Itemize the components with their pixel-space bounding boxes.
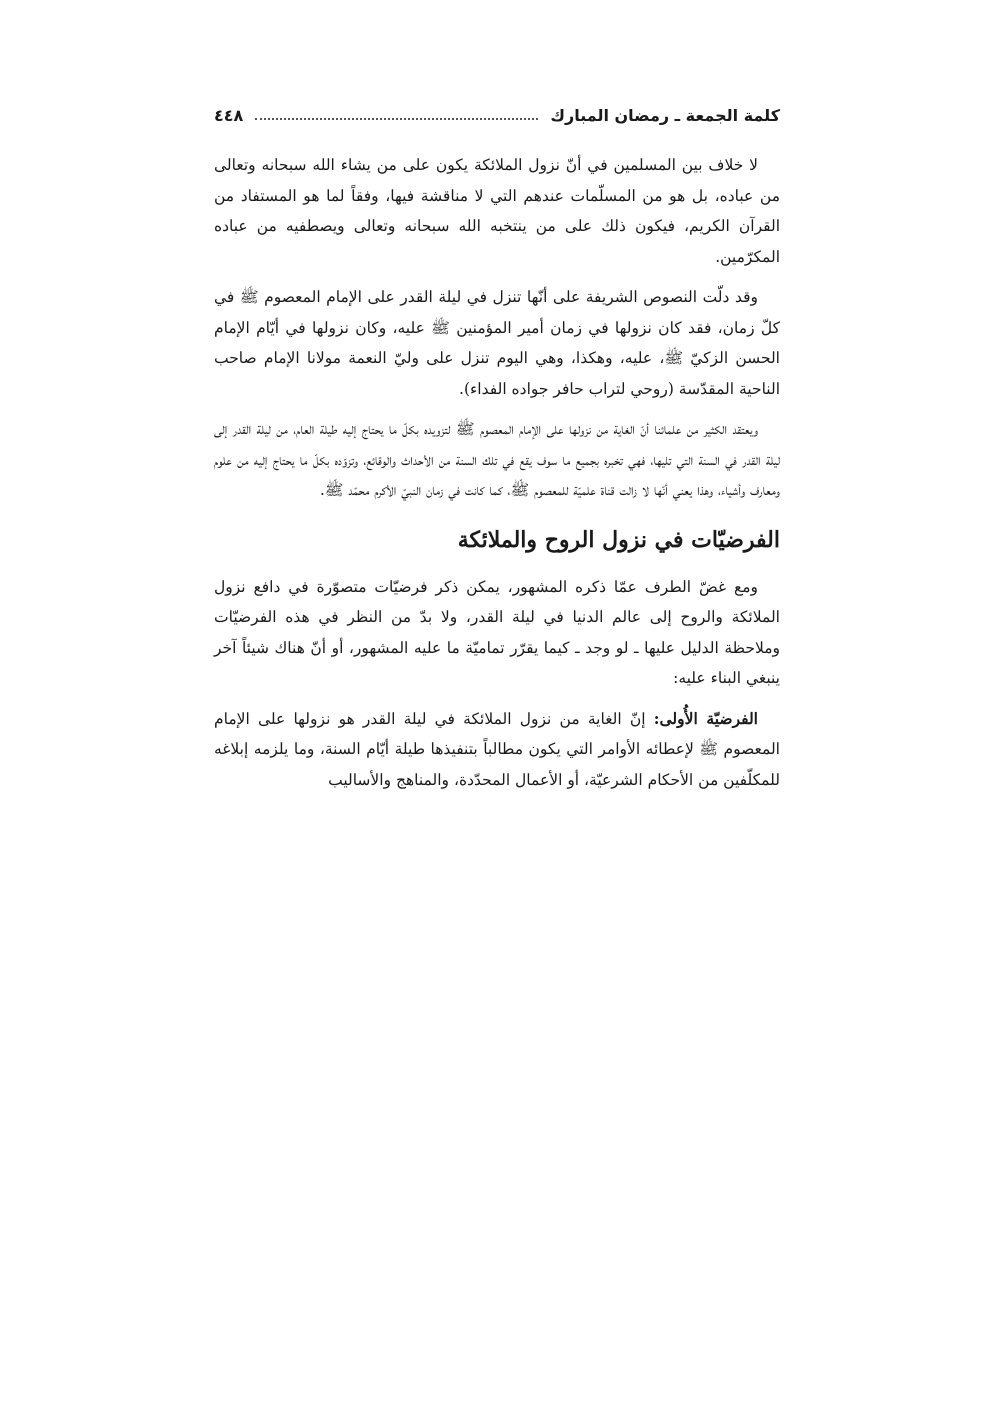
page-number: ٤٤٨: [214, 105, 244, 125]
header-dotted-rule: [255, 118, 538, 120]
paragraph-2: وقد دلّت النصوص الشريفة على أنّها تنزل في ليلة القدر على الإمام المعصوم ﷺ في كلّ زمان، فقد كان نزولها في زمان أمير المؤمنين ﷺ عليه، وكان نزولها في أيّام الإمام الحسن الزكيّ ﷺ، عليه، وهكذا، وهي اليوم تنزل على وليّ النعمة مولانا الإمام صاحب الناحية المقدّسة (روحي لتراب حافر جواده الفداء).: [214, 288, 780, 398]
hypothesis-1-label: الفرضيّة الأُولى:: [653, 708, 758, 728]
section-intro: ومع غضّ الطرف عمّا ذكره المشهور، يمكن ذكر فرضيّات متصوّرة في دافع نزول الملائكة والروح إلى عالم الدنيا في ليلة القدر، ولا بدّ من النظر في هذه الفرضيّات وملاحظة الدليل عليها ـ لو وجد ـ كيما يقرّر تماميّة ما عليه المشهور، أو أنّ هناك شيئاً آخر ينبغي البناء عليه:: [214, 577, 780, 687]
section-heading: الفرضيّات في نزول الروح والملائكة: [457, 526, 780, 553]
book-title: كلمة الجمعة ـ رمضان المبارك: [550, 105, 780, 125]
running-header: [214, 100, 780, 130]
paragraph-1: لا خلاف بين المسلمين في أنّ نزول الملائكة يكون على من يشاء الله سبحانه وتعالى من عباده، بل هو من المسلّمات عندهم التي لا مناقشة فيها، وفقاً لما هو المستفاد من القرآن الكريم، فيكون ذلك على من ينتخبه الله سبحانه وتعالى ويصطفيه من عباده المكرّمين.: [214, 156, 780, 266]
hypothesis-1: [214, 704, 780, 796]
hypothesis-1-text: إنّ الغاية من نزول الملائكة في ليلة القدر هو نزولها على الإمام المعصوم ﷺ لإعطائه الأوامر التي يكون مطالباً بتنفيذها طيلة أيّام السنة، وما يلزمه إبلاغه للمكلّفين من الأحكام الشرعيّة، أو الأعمال المحدّدة، والمناهج والأساليب: [214, 709, 780, 789]
page-body: [214, 150, 780, 805]
paragraph-3: ويعتقد الكثير من علمائنا أنّ الغاية من نزولها على الإمام المعصوم ﷺ لتزويده بكلّ ما يحتاج إليه طيلة العام، من ليلة القدر إلى ليلة القدر في السنة التي تليها، فهي تخبره بجميع ما سوف يقع في تلك السنة من الأحداث والوقائع، وتزوّده بكلّ ما يحتاج إليه من علوم ومعارف وأشياء، وهذا يعني أنّها لا زالت قناة علميّة للمعصوم ﷺ، كما كانت في زمان النبيّ الأكرم محمّد ﷺ.: [214, 420, 780, 499]
